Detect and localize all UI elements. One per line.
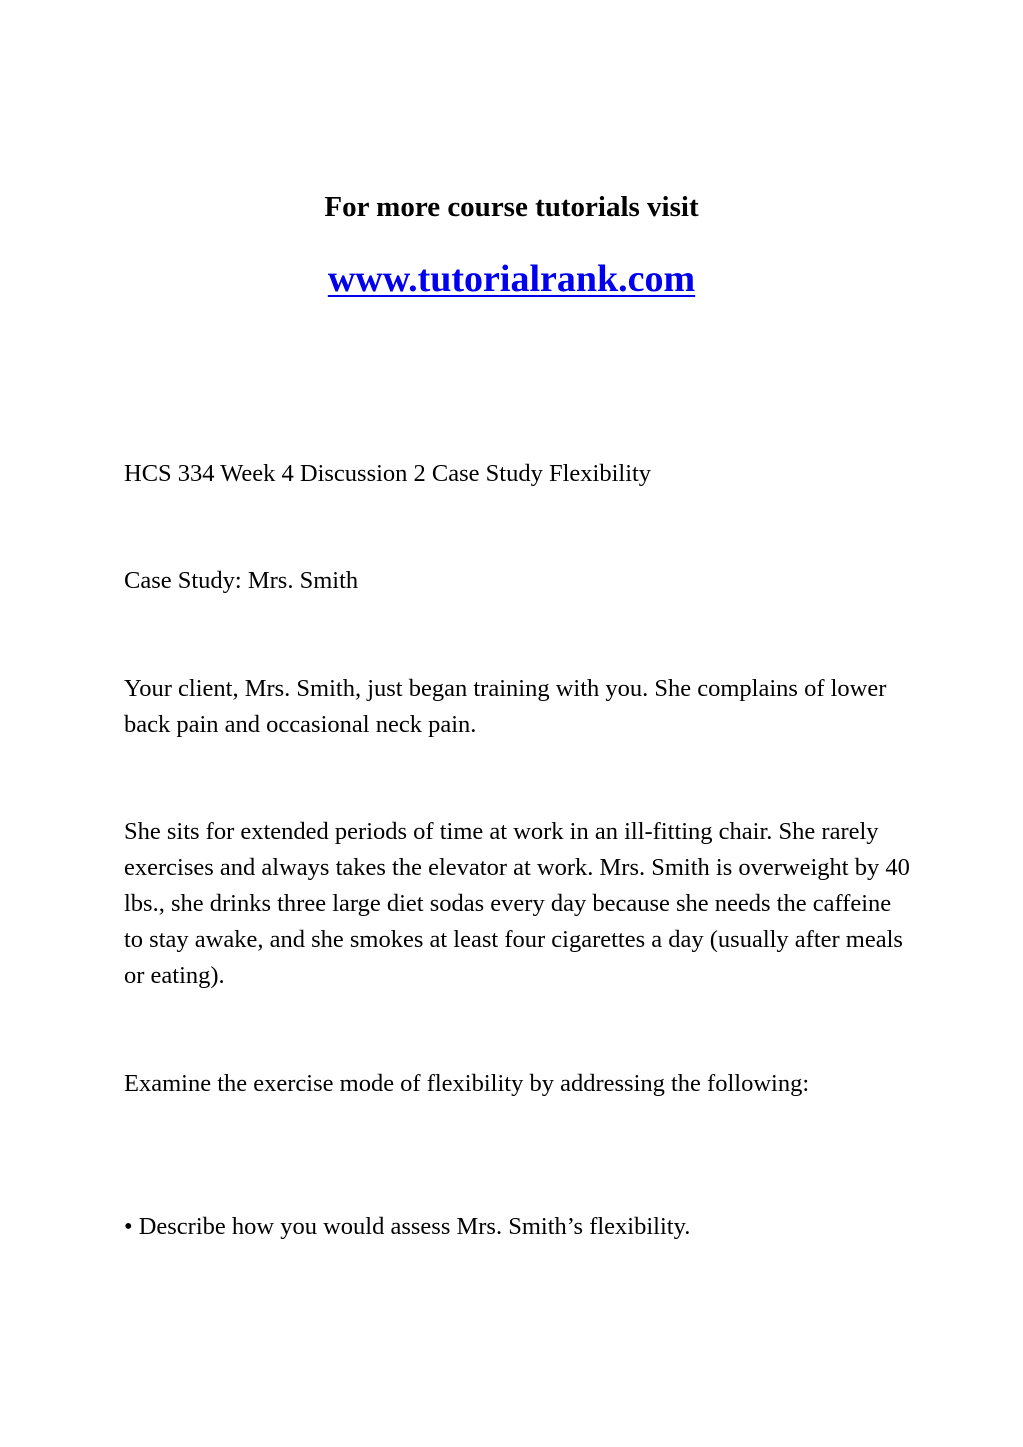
bullet-list-item: • Describe how you would assess Mrs. Smith’s flexibility. [124,1213,691,1240]
tutorialrank-link[interactable]: www.tutorialrank.com [327,258,696,300]
examine-instructions-paragraph: Examine the exercise mode of flexibility by addressing the following: [124,1070,810,1097]
client-habits-paragraph: She sits for extended periods of time at work in an ill-fitting chair. She rarely exercises and always takes the elevator at work. Mrs. Smith is overweight by 40 lbs., she drinks three large diet sodas every day because she needs the caffeine to stay awake, and she smokes at least four cigarettes a day (usually after meals or eating). [124,818,910,989]
case-study-label: Case Study: Mrs. Smith [124,567,359,594]
document-title: HCS 334 Week 4 Discussion 2 Case Study Flexibility [124,460,652,487]
tutorial-promo-heading: For more course tutorials visit [324,191,699,223]
client-description-paragraph: Your client, Mrs. Smith, just began training with you. She complains of lower back pain and occasional neck pain. [124,675,887,738]
